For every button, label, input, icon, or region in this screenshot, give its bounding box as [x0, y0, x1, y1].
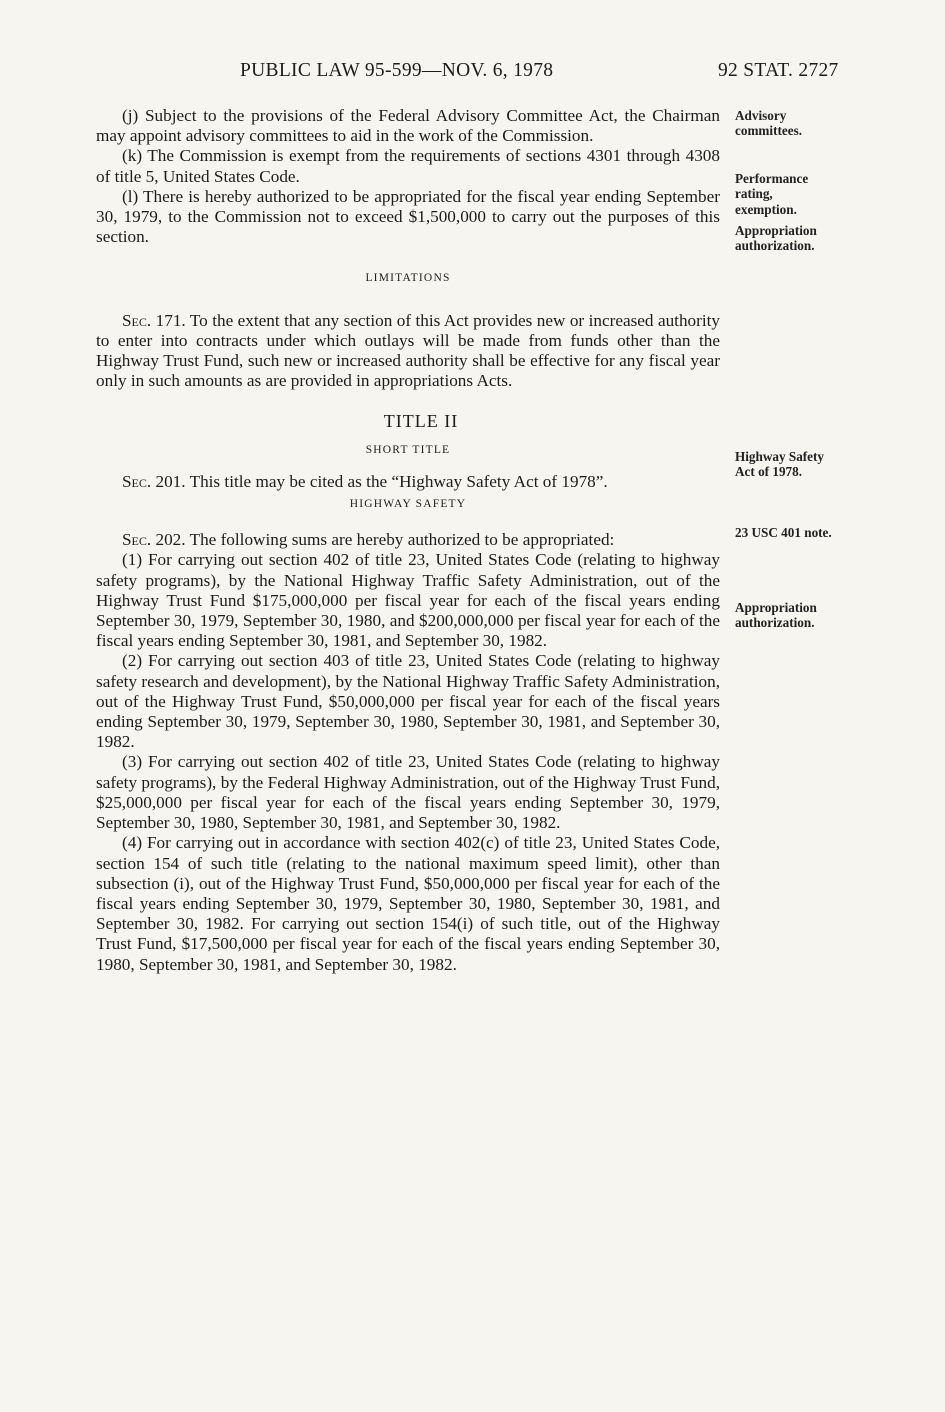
section-201-text: This title may be cited as the “Highway Safety Act of 1978”.	[185, 471, 608, 491]
item-1: (1) For carrying out section 402 of title 23, United States Code (relating to highway safety programs), by the National Highway Traffic Safety Administration, out of the Highway Trust Fund $175,000,000 per fiscal year for each of the fiscal years ending September 30, 1979, September 30, 1980, and $200,000,000 per fiscal year for each of the fiscal years ending September 30, 1981, and September 30, 1982.	[96, 550, 720, 651]
main-text-column	[96, 106, 720, 975]
short-title-heading: SHORT TITLE	[365, 443, 451, 456]
item-4: (4) For carrying out in accordance with section 402(c) of title 23, United States Code, section 154 of such title (relating to the national maximum speed limit), other than subsection (i), out of the Highway Trust Fund, $50,000,000 per fiscal year for each of the fiscal years ending September 30, 1979, September 30, 1980, September 30, 1981, and September 30, 1982. For carrying out section 154(i) of such title, out of the Highway Trust Fund, $17,500,000 per fiscal year for each of the fiscal years ending September 30, 1980, September 30, 1981, and September 30, 1982.	[96, 833, 720, 974]
item-3: (3) For carrying out section 402 of title 23, United States Code (relating to highway safety programs), by the Federal Highway Administration, out of the Highway Trust Fund, $25,000,000 per fiscal year for each of the fiscal years ending September 30, 1979, September 30, 1980, September 30, 1981, and September 30, 1982.	[96, 752, 720, 833]
section-202-label: Sec. 202.	[122, 530, 186, 550]
margin-note-highway-safety-act: Highway Safety Act of 1978.	[735, 449, 825, 480]
margin-note-performance: Performance rating, exemption.	[735, 171, 809, 217]
section-171-label: Sec. 171.	[122, 310, 186, 330]
section-171-text: To the extent that any section of this Act provides new or increased authority to enter into contracts under which outlays will be made from funds other than the Highway Trust Fund, such new or increased authority shall be effective for any fiscal year only in such amounts as are provided in appropriations Acts.	[96, 310, 720, 391]
limitations-heading: LIMITATIONS	[365, 272, 451, 285]
section-201	[96, 472, 720, 492]
paragraph-j: (j) Subject to the provisions of the Federal Advisory Committee Act, the Chairman may appoint advisory committees to aid in the work of the Commission.	[96, 106, 720, 146]
running-header-title: PUBLIC LAW 95-599—NOV. 6, 1978	[240, 60, 554, 81]
section-171	[96, 311, 720, 392]
paragraph-l: (l) There is hereby authorized to be appropriated for the fiscal year ending September 30, 1979, to the Commission not to exceed $1,500,000 to carry out the purposes of this section.	[96, 186, 720, 247]
margin-note-advisory: Advisory committees.	[735, 108, 802, 139]
margin-note-appropriation-1: Appropriation authorization.	[735, 223, 817, 254]
title-ii-heading: TITLE II	[383, 411, 459, 432]
item-2: (2) For carrying out section 403 of title 23, United States Code (relating to highway safety research and development), by the National Highway Traffic Safety Administration, out of the Highway Trust Fund, $50,000,000 per fiscal year for each of the fiscal years ending September 30, 1979, September 30, 1980, September 30, 1981, and September 30, 1982.	[96, 651, 720, 752]
highway-safety-heading: HIGHWAY SAFETY	[349, 498, 467, 511]
section-202	[96, 530, 720, 550]
margin-note-appropriation-2: Appropriation authorization.	[735, 600, 817, 631]
section-201-label: Sec. 201.	[122, 471, 186, 491]
paragraph-k: (k) The Commission is exempt from the requirements of sections 4301 through 4308 of title 5, United States Code.	[96, 146, 720, 186]
section-202-text: The following sums are hereby authorized to be appropriated:	[185, 530, 615, 550]
running-header-stat: 92 STAT. 2727	[718, 60, 839, 81]
margin-note-usc: 23 USC 401 note.	[735, 525, 832, 540]
